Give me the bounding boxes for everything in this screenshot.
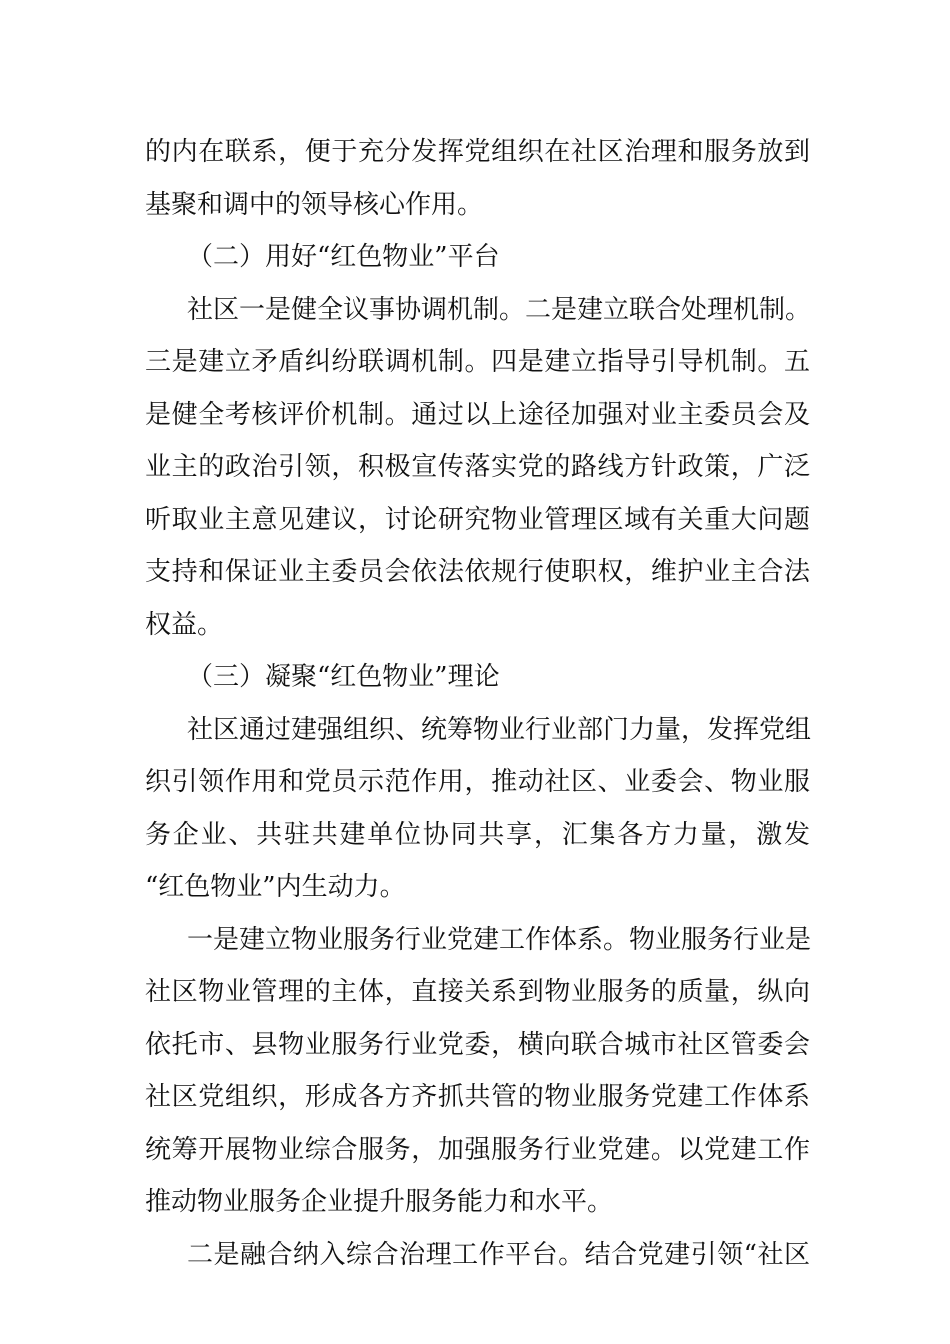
- text-line: 基聚和调中的领导核心作用。: [145, 189, 484, 220]
- text-line: 务企业、共驻共建单位协同共享，汇集各方力量，激发: [145, 819, 810, 850]
- paragraph-point-one: [145, 914, 810, 1229]
- text-line: 社区一是健全议事协调机制。二是建立联合处理机制。: [187, 294, 812, 325]
- text-line: “红色物业”内生动力。: [145, 872, 406, 902]
- text-line: 三是建立矛盾纠纷联调机制。四是建立指导引导机制。五: [145, 347, 810, 377]
- text-line: 是健全考核评价机制。通过以上途径加强对业主委员会及: [145, 399, 810, 430]
- text-line: 支持和保证业主委员会依法依规行使职权，维护业主合法: [145, 557, 810, 587]
- text-line: 社区物业管理的主体，直接关系到物业服务的质量，纵向: [145, 977, 810, 1007]
- document-body: [145, 126, 810, 1281]
- section-heading-3: [145, 651, 810, 704]
- heading-text: （三）凝聚“红色物业”理论: [187, 662, 500, 692]
- text-line: 二是融合纳入综合治理工作平台。结合党建引领“社区: [187, 1239, 810, 1270]
- paragraph-point-two: [145, 1229, 810, 1282]
- text-line: 业主的政治引领，积极宣传落实党的路线方针政策，广泛: [145, 452, 810, 482]
- text-line: 权益。: [145, 609, 224, 640]
- text-line: 听取业主意见建议，讨论研究物业管理区域有关重大问题: [145, 504, 810, 535]
- heading-text: （二）用好“红色物业”平台: [187, 242, 500, 272]
- paragraph-continuation: [145, 126, 810, 231]
- text-line: 社区党组织，形成各方齐抓共管的物业服务党建工作体系: [145, 1082, 810, 1112]
- text-line: 织引领作用和党员示范作用，推动社区、业委会、物业服: [145, 767, 810, 797]
- text-line: 社区通过建强组织、统筹物业行业部门力量，发挥党组: [187, 714, 812, 745]
- section-heading-2: [145, 231, 810, 284]
- text-line: 推动物业服务企业提升服务能力和水平。: [145, 1187, 614, 1217]
- paragraph-organization: [145, 704, 810, 914]
- text-line: 一是建立物业服务行业党建工作体系。物业服务行业是: [187, 924, 812, 955]
- text-line: 统筹开展物业综合服务，加强服务行业党建。以党建工作: [145, 1134, 810, 1165]
- paragraph-mechanisms: [145, 284, 810, 652]
- text-line: 依托市、县物业服务行业党委，横向联合城市社区管委会: [145, 1029, 810, 1060]
- text-line: 的内在联系，便于充分发挥党组织在社区治理和服务放到: [145, 137, 810, 167]
